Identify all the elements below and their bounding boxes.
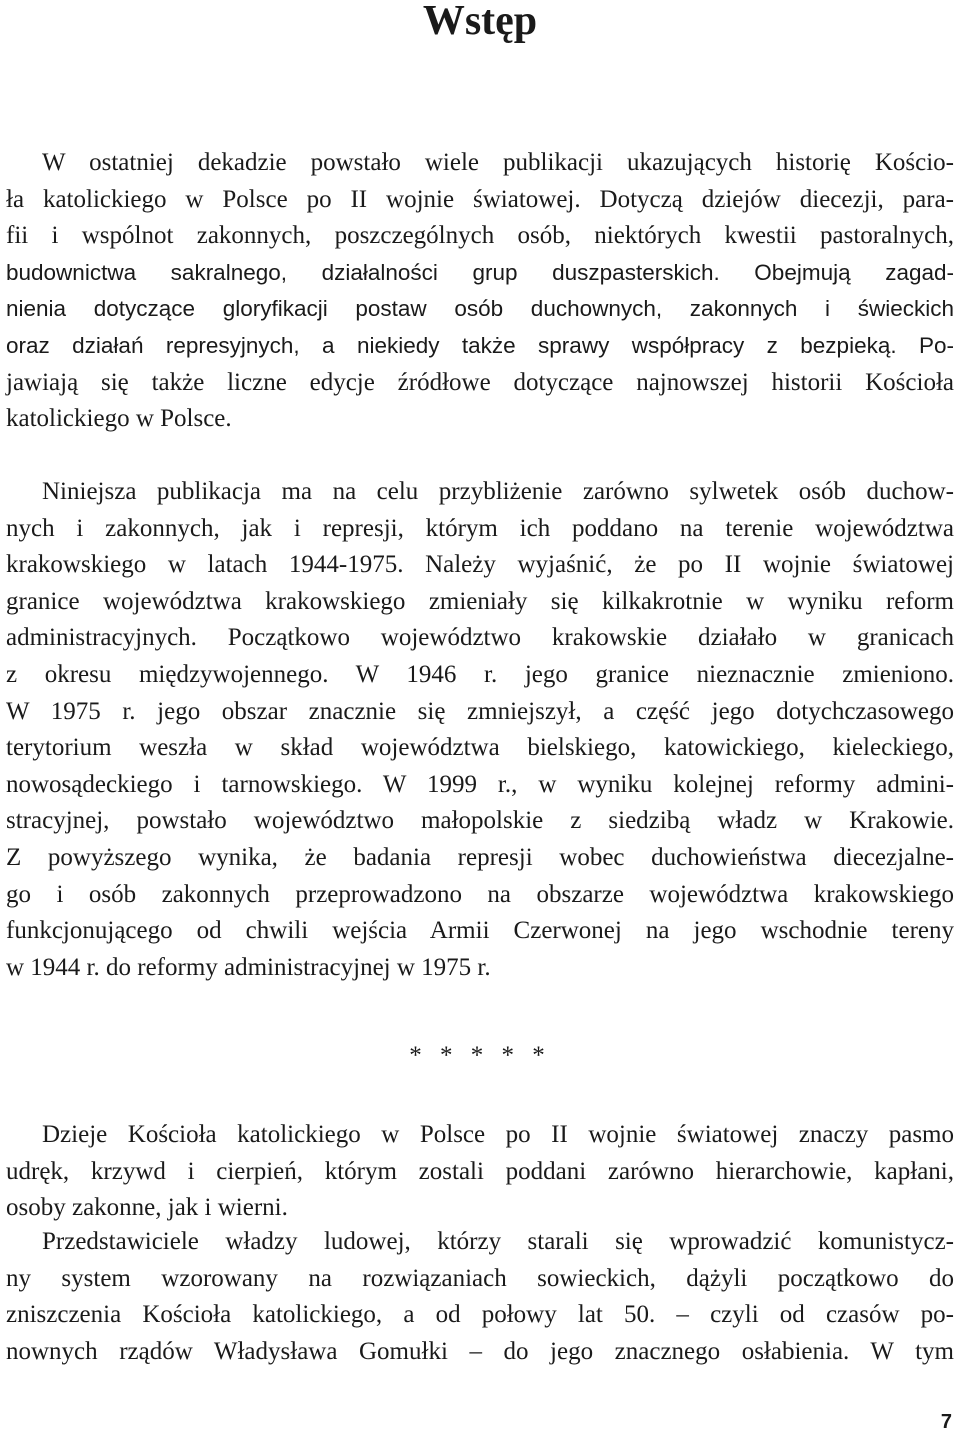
text-line: nych i zakonnych, jak i represji, którym ich poddano na terenie województwa — [6, 514, 954, 542]
text-line: stracyjnej, powstało województwo małopolskie z siedzibą władz w Krakowie. — [6, 807, 954, 835]
text-line: administracyjnych. Początkowo województwo krakowskie działało w granicach — [6, 624, 954, 652]
text-line: Z powyższego wynika, że badania represji wobec duchowieństwa diecezjalne- — [6, 843, 954, 871]
text-line: Dzieje Kościoła katolickiego w Polsce po II wojnie światowej znaczy pasmo — [42, 1121, 954, 1148]
text-line: katolickiego w Polsce. — [6, 405, 232, 433]
text-line: oraz działań represyjnych, a niekiedy także sprawy współpracy z bezpieką. Po- — [6, 332, 954, 358]
text-line: Niniejsza publikacja ma na celu przybliżenie zarówno sylwetek osób duchow- — [42, 478, 954, 505]
text-line: nownych rządów Władysława Gomułki – do jego znacznego osłabienia. W tym — [6, 1337, 954, 1365]
text-line: krakowskiego w latach 1944-1975. Należy wyjaśnić, że po II wojnie światowej — [6, 551, 954, 579]
text-line: udręk, krzywd i cierpień, którym zostali poddani zarówno hierarchowie, kapłani, — [6, 1157, 954, 1185]
text-line: granice województwa krakowskiego zmieniały się kilkakrotnie w wyniku reform — [6, 587, 954, 615]
text-line: terytorium weszła w skład województwa bielskiego, katowickiego, kieleckiego, — [6, 734, 954, 762]
text-line: funkcjonującego od chwili wejścia Armii Czerwonej na jego wschodnie tereny — [6, 917, 954, 945]
page-title: Wstęp — [422, 0, 538, 44]
text-line: go i osób zakonnych przeprowadzono na obszarze województwa krakowskiego — [6, 880, 954, 908]
text-line: w 1944 r. do reformy administracyjnej w 1975 r. — [6, 953, 491, 981]
text-line: ny system wzorowany na rozwiązaniach sowieckich, dążyli początkowo do — [6, 1264, 954, 1292]
text-line: zniszczenia Kościoła katolickiego, a od połowy lat 50. – czyli od czasów po- — [6, 1301, 954, 1329]
text-line: ła katolickiego w Polsce po II wojnie światowej. Dotyczą dziejów diecezji, para- — [6, 185, 954, 213]
section-separator: * * * * * — [409, 1042, 551, 1069]
paragraph-authorities — [6, 1224, 954, 1370]
text-line: Przedstawiciele władzy ludowej, którzy starali się wprowadzić komunistycz- — [42, 1228, 954, 1255]
text-line: jawiają się także liczne edycje źródłowe dotyczące najnowszej historii Kościoła — [6, 368, 954, 396]
text-line: fii i wspólnot zakonnych, poszczególnych osób, niektórych kwestii pastoralnych, — [6, 222, 954, 250]
text-line: budownictwa sakralnego, działalności grup duszpasterskich. Obejmują zagad- — [6, 259, 954, 285]
text-line: osoby zakonne, jak i wierni. — [6, 1194, 288, 1222]
paragraph-history — [6, 1117, 954, 1227]
paragraph-scope — [6, 474, 954, 986]
text-line: nienia dotyczące gloryfikacji postaw osób duchownych, zakonnych i świeckich — [6, 296, 954, 322]
paragraph-intro — [6, 145, 954, 438]
text-line: W 1975 r. jego obszar znacznie się zmniejszył, a część jego dotychczasowego — [6, 697, 954, 725]
text-line: z okresu międzywojennego. W 1946 r. jego granice nieznacznie zmieniono. — [6, 660, 954, 688]
page-number: 7 — [940, 1411, 952, 1433]
text-line: W ostatniej dekadzie powstało wiele publikacji ukazujących historię Kościo- — [42, 149, 954, 176]
text-line: nowosądeckiego i tarnowskiego. W 1999 r., w wyniku kolejnej reformy admini- — [6, 770, 954, 798]
